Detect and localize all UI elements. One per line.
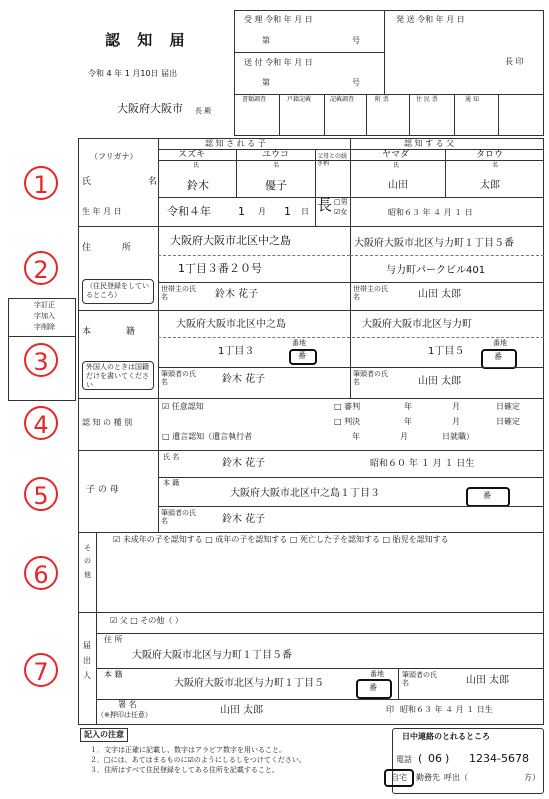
relation-label: 父母との続き柄 <box>317 153 348 168</box>
notifier-options[interactable]: ☑ 父 □ その他（ ） <box>110 616 183 625</box>
mei-sublabel: 名 <box>492 162 499 169</box>
shinpan-year: 年 <box>404 402 412 411</box>
chou-in: 長 印 <box>505 57 524 66</box>
shinpan-month: 月 <box>452 402 460 411</box>
mei-sublabel: 名 <box>273 162 280 169</box>
child-birth-era: 令和４年 <box>167 205 211 218</box>
phone-paren-open: ( <box>418 752 423 765</box>
child-birth-month: 1 <box>238 205 245 218</box>
ninchi-type-label: 認 知 の 種 別 <box>82 418 133 427</box>
yuigon-checkbox[interactable]: □ 遺言認知（遺言執行者 <box>162 432 253 441</box>
father-column-header: 認 知 す る 父 <box>404 139 455 148</box>
other-options[interactable]: ☑ 未成年の子を認知する □ 成年の子を認知する □ 死亡した子を認知する □ 胎児を認知する <box>113 535 449 544</box>
notifier-banchi-label: 番地 <box>370 670 384 678</box>
notifier-ban: 番 <box>369 683 377 692</box>
seal-label: 印 <box>386 705 394 714</box>
father-hittousha: 山田 太郎 <box>418 376 462 387</box>
hanketsu-month: 月 <box>452 417 460 426</box>
stamp-cell-label: 戸籍記載 <box>287 96 312 103</box>
mother-name: 鈴木 花子 <box>222 458 266 469</box>
phone-label: 電話 <box>396 755 412 764</box>
child-column-header: 認 知 さ れ る 子 <box>205 139 266 148</box>
father-honseki: 大阪府大阪市北区与力町 <box>362 319 472 330</box>
mother-hittousha-label: 筆頭者の氏名 <box>161 509 196 526</box>
child-birth-day: 1 <box>284 205 291 218</box>
father-furigana-sei: ヤマダ <box>382 150 410 160</box>
call-option[interactable]: 呼出（ <box>444 773 468 782</box>
child-household-head: 鈴木 花子 <box>215 289 259 300</box>
mother-hittousha: 鈴木 花子 <box>222 514 266 525</box>
father-ban: 番 <box>494 352 502 361</box>
mother-name-label: 氏 名 <box>163 453 180 461</box>
hittousha-label: 筆頭者の氏名 <box>353 370 388 387</box>
address-note-text: （住民登録をしているところ） <box>86 282 149 300</box>
father-address-line1: 大阪府大阪市北区与力町１丁目５番 <box>354 238 514 249</box>
child-address-line1: 大阪府大阪市北区中之島 <box>170 234 291 247</box>
mother-ban: 番 <box>483 491 491 500</box>
sofu-dai: 第 <box>262 78 270 87</box>
father-furigana-mei: タロウ <box>476 150 504 160</box>
note-line-3: ３．住所はすべて住民登録をしてある住所を記載すること。 <box>90 766 279 774</box>
child-banchi: 1丁目３ <box>218 346 255 357</box>
yuigon-shunin: 日就職） <box>442 432 474 441</box>
child-honseki: 大阪府大阪市北区中之島 <box>176 319 286 330</box>
stamp-cell-label: 記載調査 <box>330 96 355 103</box>
marker-circle-3: 3 <box>24 343 58 377</box>
child-given-name: 優子 <box>265 179 287 192</box>
marker-circle-6: 6 <box>24 556 58 590</box>
child-birth-month-unit: 月 <box>258 207 266 216</box>
birth-label: 生 年 月 日 <box>82 207 122 216</box>
juri-label: 受 理 令和 年 月 日 <box>244 15 313 24</box>
sei-sublabel: 氏 <box>393 162 400 169</box>
home-option[interactable]: 自宅 <box>391 773 407 782</box>
marker-circle-2: 2 <box>24 251 58 285</box>
juri-go: 号 <box>352 36 360 45</box>
marker-circle-1: 1 <box>24 166 58 200</box>
call-end: 方） <box>524 773 540 782</box>
honseki-note-text: 外国人のときは国籍だけを書いてください <box>86 363 149 389</box>
child-banchi-label: 番地 <box>292 339 306 347</box>
sign-note: （※押印は任意） <box>97 711 152 719</box>
father-given-name: 太郎 <box>480 180 500 191</box>
filing-date: 令和 4 年 1 月10日 届出 <box>88 69 178 78</box>
addressee-suffix: 長 殿 <box>195 107 212 115</box>
child-address-line2: 1丁目３番２０号 <box>178 262 262 275</box>
household-head-label: 世帯主の氏名 <box>161 285 196 302</box>
phone-number: 1234-5678 <box>469 752 529 765</box>
hittousha-label: 筆頭者の氏名 <box>161 370 196 387</box>
child-hittousha: 鈴木 花子 <box>222 374 266 385</box>
sofu-go: 号 <box>352 78 360 87</box>
child-surname: 鈴木 <box>187 179 209 192</box>
notifier-birth: 昭和６３ 年 ４ 月 １ 日生 <box>400 705 493 714</box>
nini-checkbox[interactable]: ☑ 任意認知 <box>162 402 204 411</box>
marker-circle-5: 5 <box>24 477 58 511</box>
yuigon-year: 年 <box>352 432 360 441</box>
father-banchi-label: 番地 <box>493 339 507 347</box>
notifier-honseki-label: 本 籍 <box>104 670 123 679</box>
female-checkbox[interactable]: ☑女 <box>334 208 348 216</box>
mother-label: 子 の 母 <box>86 485 119 495</box>
household-head-label: 世帯主の氏名 <box>353 285 388 302</box>
marker-circle-4: 4 <box>24 406 58 440</box>
stamp-cell-label: 書類調査 <box>242 96 267 103</box>
father-surname: 山田 <box>388 180 408 191</box>
stamp-cell-label: 通 知 <box>465 96 479 103</box>
mother-honseki: 大阪府大阪市北区中之島１丁目３ <box>230 488 380 499</box>
father-birth: 昭和６３ 年 ４ 月 １ 日 <box>388 208 473 217</box>
father-address-line2: 与力町パークビル401 <box>386 265 486 276</box>
notifier-hittousha: 山田 太郎 <box>466 675 510 686</box>
notifier-address-label: 住 所 <box>104 635 123 644</box>
stamp-cell-label: 附 票 <box>375 96 389 103</box>
contact-title: 日中連絡のとれるところ <box>402 732 490 741</box>
male-checkbox[interactable]: □男 <box>334 198 348 206</box>
hanketsu-year: 年 <box>404 417 412 426</box>
notifier-signature: 山田 太郎 <box>220 705 264 716</box>
note-line-1: １．文字は正確に記載し、数字はアラビア数字を用いること。 <box>90 746 286 754</box>
stamp-cell-label: 住 民 票 <box>416 96 438 103</box>
mother-honseki-label: 本 籍 <box>163 479 180 487</box>
hanketsu-checkbox[interactable]: □ 判決 <box>334 417 361 426</box>
shinpan-checkbox[interactable]: □ 審判 <box>334 402 361 411</box>
phone-paren-close: ) <box>445 752 450 765</box>
child-ban: 番 <box>298 351 306 360</box>
yuigon-month: 月 <box>400 432 408 441</box>
marker-circle-7: 7 <box>24 653 58 687</box>
phone-area-code: 06 <box>428 752 442 765</box>
other-label: そ の 他 <box>84 544 91 579</box>
hasso-label: 発 送 令和 年 月 日 <box>396 15 465 24</box>
notifier-honseki: 大阪府大阪市北区与力町１丁目５ <box>174 678 324 689</box>
notifier-hittousha-label: 筆頭者の氏名 <box>402 671 437 688</box>
shinpan-kakutei: 日確定 <box>496 402 520 411</box>
furigana-label: （フリガナ） <box>90 152 138 161</box>
honseki-label: 本 籍 <box>82 327 151 337</box>
sign-label: 署 名 <box>118 700 137 709</box>
notes-title: 記入の注意 <box>84 730 124 739</box>
mother-birth: 昭和６０ 年 １ 月 １ 日生 <box>370 459 475 469</box>
sofu-label: 送 付 令和 年 月 日 <box>244 58 313 67</box>
office-option[interactable]: 勤務先 <box>416 773 440 782</box>
juri-dai: 第 <box>262 36 270 45</box>
mei-label: 名 <box>148 177 158 187</box>
relation-value: 長 <box>317 196 333 214</box>
father-household-head: 山田 太郎 <box>418 289 462 300</box>
hanketsu-kakutei: 日確定 <box>496 417 520 426</box>
notifier-address: 大阪府大阪市北区与力町１丁目５番 <box>132 650 292 661</box>
deletion-note: 字削除 <box>34 323 55 331</box>
correction-note: 字訂正 <box>34 301 55 309</box>
child-furigana-sei: スズキ <box>178 150 206 160</box>
addition-note: 字加入 <box>34 312 55 320</box>
form-title: 認 知 届 <box>105 31 191 49</box>
sei-sublabel: 氏 <box>193 162 200 169</box>
shi-label: 氏 <box>82 177 92 187</box>
child-birth-day-unit: 日 <box>301 207 309 216</box>
father-banchi: 1丁目５ <box>428 346 465 357</box>
child-furigana-mei: ユウコ <box>262 150 290 160</box>
address-label: 住 所 <box>82 243 145 253</box>
addressee: 大阪府大阪市 <box>117 102 183 115</box>
notifier-label: 届 出 人 <box>83 641 91 681</box>
note-line-2: ２．□には、あてはまるものに☑のようにしるしをつけてください。 <box>90 756 306 764</box>
